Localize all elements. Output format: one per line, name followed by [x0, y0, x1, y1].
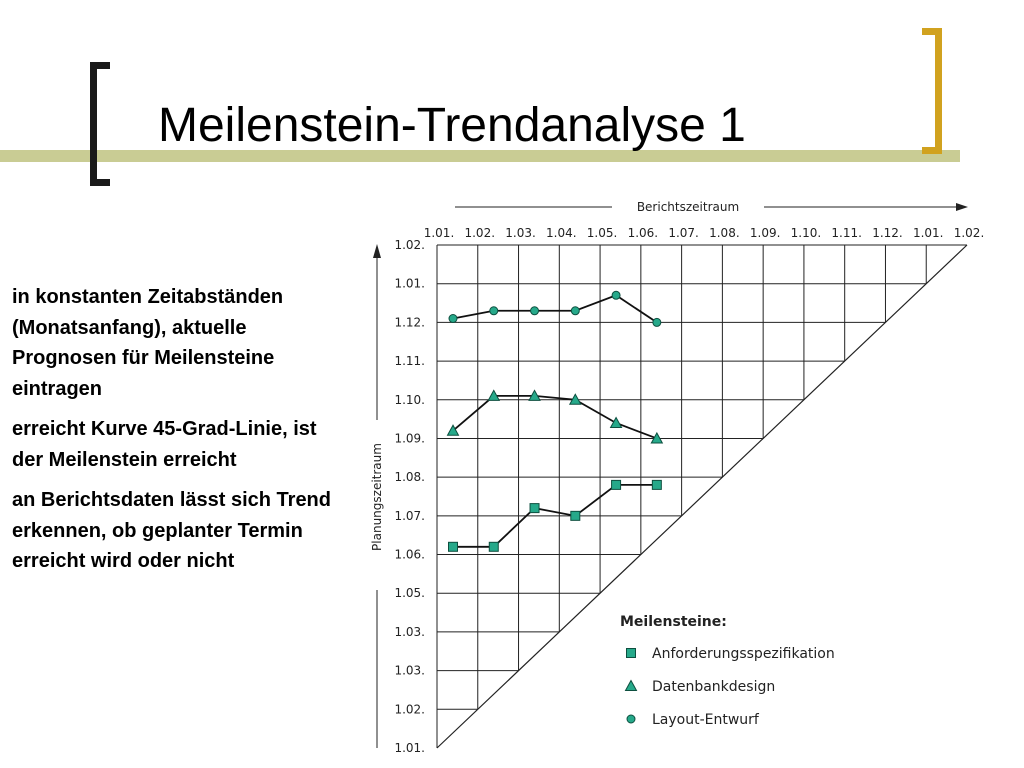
- y-tick-label: 1.12.: [394, 315, 425, 330]
- x-axis-arrow-head: [956, 203, 968, 211]
- legend-marker: [627, 715, 635, 723]
- x-tick-label: 1.10.: [790, 226, 822, 240]
- data-point: [571, 511, 580, 520]
- series-line-1: [453, 396, 657, 439]
- y-tick-label: 1.11.: [394, 354, 425, 369]
- x-tick-label: 1.02.: [953, 226, 985, 240]
- data-point: [571, 307, 579, 315]
- y-axis-title: Planungszeitraum: [370, 443, 384, 551]
- x-tick-label: 1.01.: [912, 226, 944, 240]
- bullet-item: erreicht Kurve 45-Grad-Linie, ist der Meilenstein erreicht: [12, 418, 317, 471]
- x-tick-label: 1.11.: [831, 226, 862, 240]
- data-point: [449, 315, 457, 323]
- y-tick-label: 1.08.: [394, 470, 425, 485]
- y-tick-label: 1.02.: [394, 702, 425, 717]
- series-line-2: [453, 295, 657, 322]
- x-tick-label: 1.05.: [586, 226, 618, 240]
- y-tick-label: 1.01.: [394, 276, 425, 291]
- y-tick-label: 1.06.: [394, 547, 425, 562]
- x-axis-title: Berichtszeitraum: [636, 200, 740, 214]
- y-tick-label: 1.05.: [394, 586, 425, 601]
- y-tick-label: 1.09.: [394, 431, 425, 446]
- data-point: [653, 318, 661, 326]
- x-tick-label: 1.01.: [423, 226, 455, 240]
- y-tick-label: 1.02.: [394, 238, 425, 252]
- data-point: [449, 542, 458, 551]
- legend-marker: [627, 649, 636, 658]
- x-tick-label: 1.03.: [505, 226, 536, 240]
- bullet-item: in konstanten Zeitabständen (Monatsanfang), aktuelle Prognosen für Meilensteine eintragen: [12, 286, 284, 400]
- x-tick-label: 1.08.: [709, 226, 740, 240]
- data-point: [612, 291, 620, 299]
- y-tick-label: 1.03.: [394, 663, 425, 678]
- data-point: [490, 307, 498, 315]
- x-tick-label: 1.06.: [627, 226, 659, 240]
- y-tick-label: 1.03.: [394, 624, 425, 639]
- data-point: [530, 504, 539, 513]
- x-tick-label: 1.12.: [872, 226, 903, 240]
- legend-label: Datenbankdesign: [652, 679, 776, 695]
- data-point: [652, 480, 661, 489]
- x-tick-label: 1.07.: [668, 226, 699, 240]
- data-point: [489, 542, 498, 551]
- data-point: [531, 307, 539, 315]
- data-point: [612, 480, 621, 489]
- bullet-item: an Berichtsdaten lässt sich Trend erkennen, ob geplanter Termin erreicht wird oder nicht: [12, 489, 331, 572]
- y-tick-label: 1.10.: [394, 392, 425, 407]
- slide-title: Meilenstein-Trendanalyse 1: [158, 99, 746, 152]
- y-axis-arrow-head: [373, 244, 381, 258]
- x-tick-label: 1.04.: [546, 226, 577, 240]
- legend-label: Anforderungsspezifikation: [652, 646, 835, 662]
- legend-title: Meilensteine:: [620, 614, 727, 630]
- y-tick-label: 1.01.: [394, 741, 425, 755]
- x-tick-label: 1.09.: [749, 226, 781, 240]
- y-tick-label: 1.07.: [394, 508, 425, 523]
- legend-label: Layout-Entwurf: [652, 712, 759, 728]
- data-point: [611, 417, 622, 427]
- x-tick-label: 1.02.: [464, 226, 496, 240]
